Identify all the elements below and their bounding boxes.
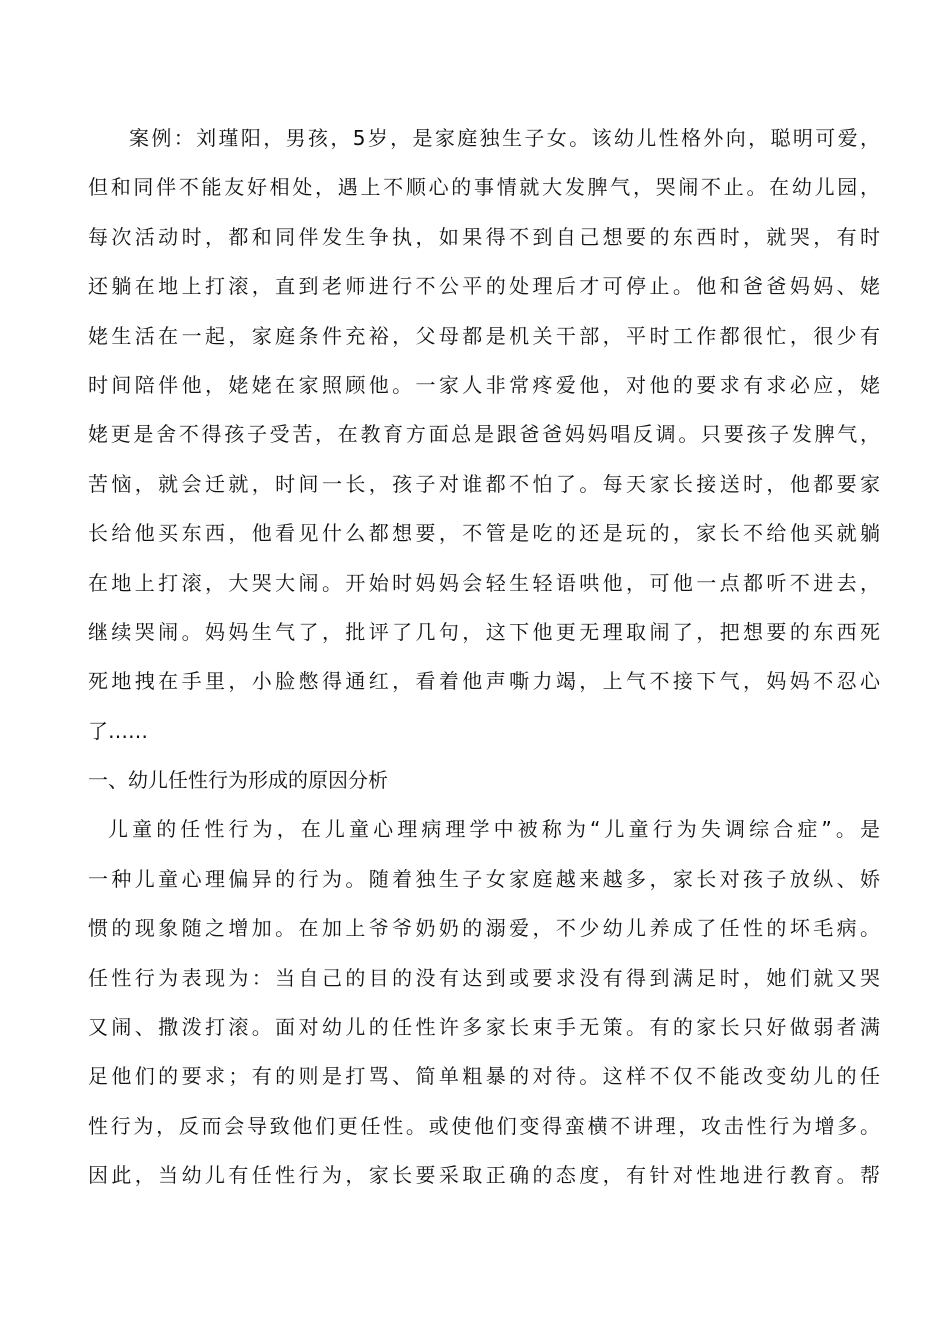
section-heading: 一、幼儿任性行为形成的原因分析 xyxy=(88,768,388,793)
text-line: 惯的现象随之增加。在加上爷爷奶奶的溺爱，不少幼儿养成了任性的坏毛病。 xyxy=(88,916,880,941)
text-line: 姥更是舍不得孩子受苦，在教育方面总是跟爸爸妈妈唱反调。只要孩子发脾气， xyxy=(88,422,880,447)
text-line: 但和同伴不能友好相处，遇上不顺心的事情就大发脾气，哭闹不止。在幼儿园， xyxy=(88,175,880,200)
text-line: 性行为，反而会导致他们更任性。或使他们变得蛮横不讲理，攻击性行为增多。 xyxy=(88,1113,880,1138)
text-line: 一种儿童心理偏异的行为。随着独生子女家庭越来越多，家长对孩子放纵、娇 xyxy=(88,866,880,891)
text-line: 每次活动时，都和同伴发生争执，如果得不到自己想要的东西时，就哭，有时 xyxy=(88,224,880,249)
text-line: 时间陪伴他，姥姥在家照顾他。一家人非常疼爱他，对他的要求有求必应，姥 xyxy=(88,372,880,397)
text-line: 儿童的任性行为，在儿童心理病理学中被称为“儿童行为失调综合症”。是 xyxy=(108,817,880,842)
text-line: 长给他买东西，他看见什么都想要，不管是吃的还是玩的，家长不给他买就躺 xyxy=(88,521,880,546)
text-line: 苦恼，就会迁就，时间一长，孩子对谁都不怕了。每天家长接送时，他都要家 xyxy=(88,471,880,496)
text-line: 还躺在地上打滚，直到老师进行不公平的处理后才可停止。他和爸爸妈妈、姥 xyxy=(88,274,880,299)
text-line: 了…… xyxy=(88,718,148,743)
text-line: 案例：刘瑾阳，男孩，5岁，是家庭独生子女。该幼儿性格外向，聪明可爱， xyxy=(129,126,880,150)
case-paragraph xyxy=(88,128,880,770)
text-line: 因此，当幼儿有任性行为，家长要采取正确的态度，有针对性地进行教育。帮 xyxy=(88,1163,880,1188)
text-line: 足他们的要求；有的则是打骂、简单粗暴的对待。这样不仅不能改变幼儿的任 xyxy=(88,1064,880,1089)
text-line: 继续哭闹。妈妈生气了，批评了几句，这下他更无理取闹了，把想要的东西死 xyxy=(88,619,880,644)
document-page xyxy=(88,128,880,1215)
text-line: 死地拽在手里，小脸憋得通红，看着他声嘶力竭，上气不接下气，妈妈不忍心 xyxy=(88,669,880,694)
text-line: 任性行为表现为：当自己的目的没有达到或要求没有得到满足时，她们就又哭 xyxy=(88,965,880,990)
text-line: 又闹、撒泼打滚。面对幼儿的任性许多家长束手无策。有的家长只好做弱者满 xyxy=(88,1015,880,1040)
text-line: 在地上打滚，大哭大闹。开始时妈妈会轻生轻语哄他，可他一点都听不进去， xyxy=(88,570,880,595)
text-line: 姥生活在一起，家庭条件充裕，父母都是机关干部，平时工作都很忙，很少有 xyxy=(88,323,880,348)
analysis-paragraph xyxy=(88,819,880,1214)
